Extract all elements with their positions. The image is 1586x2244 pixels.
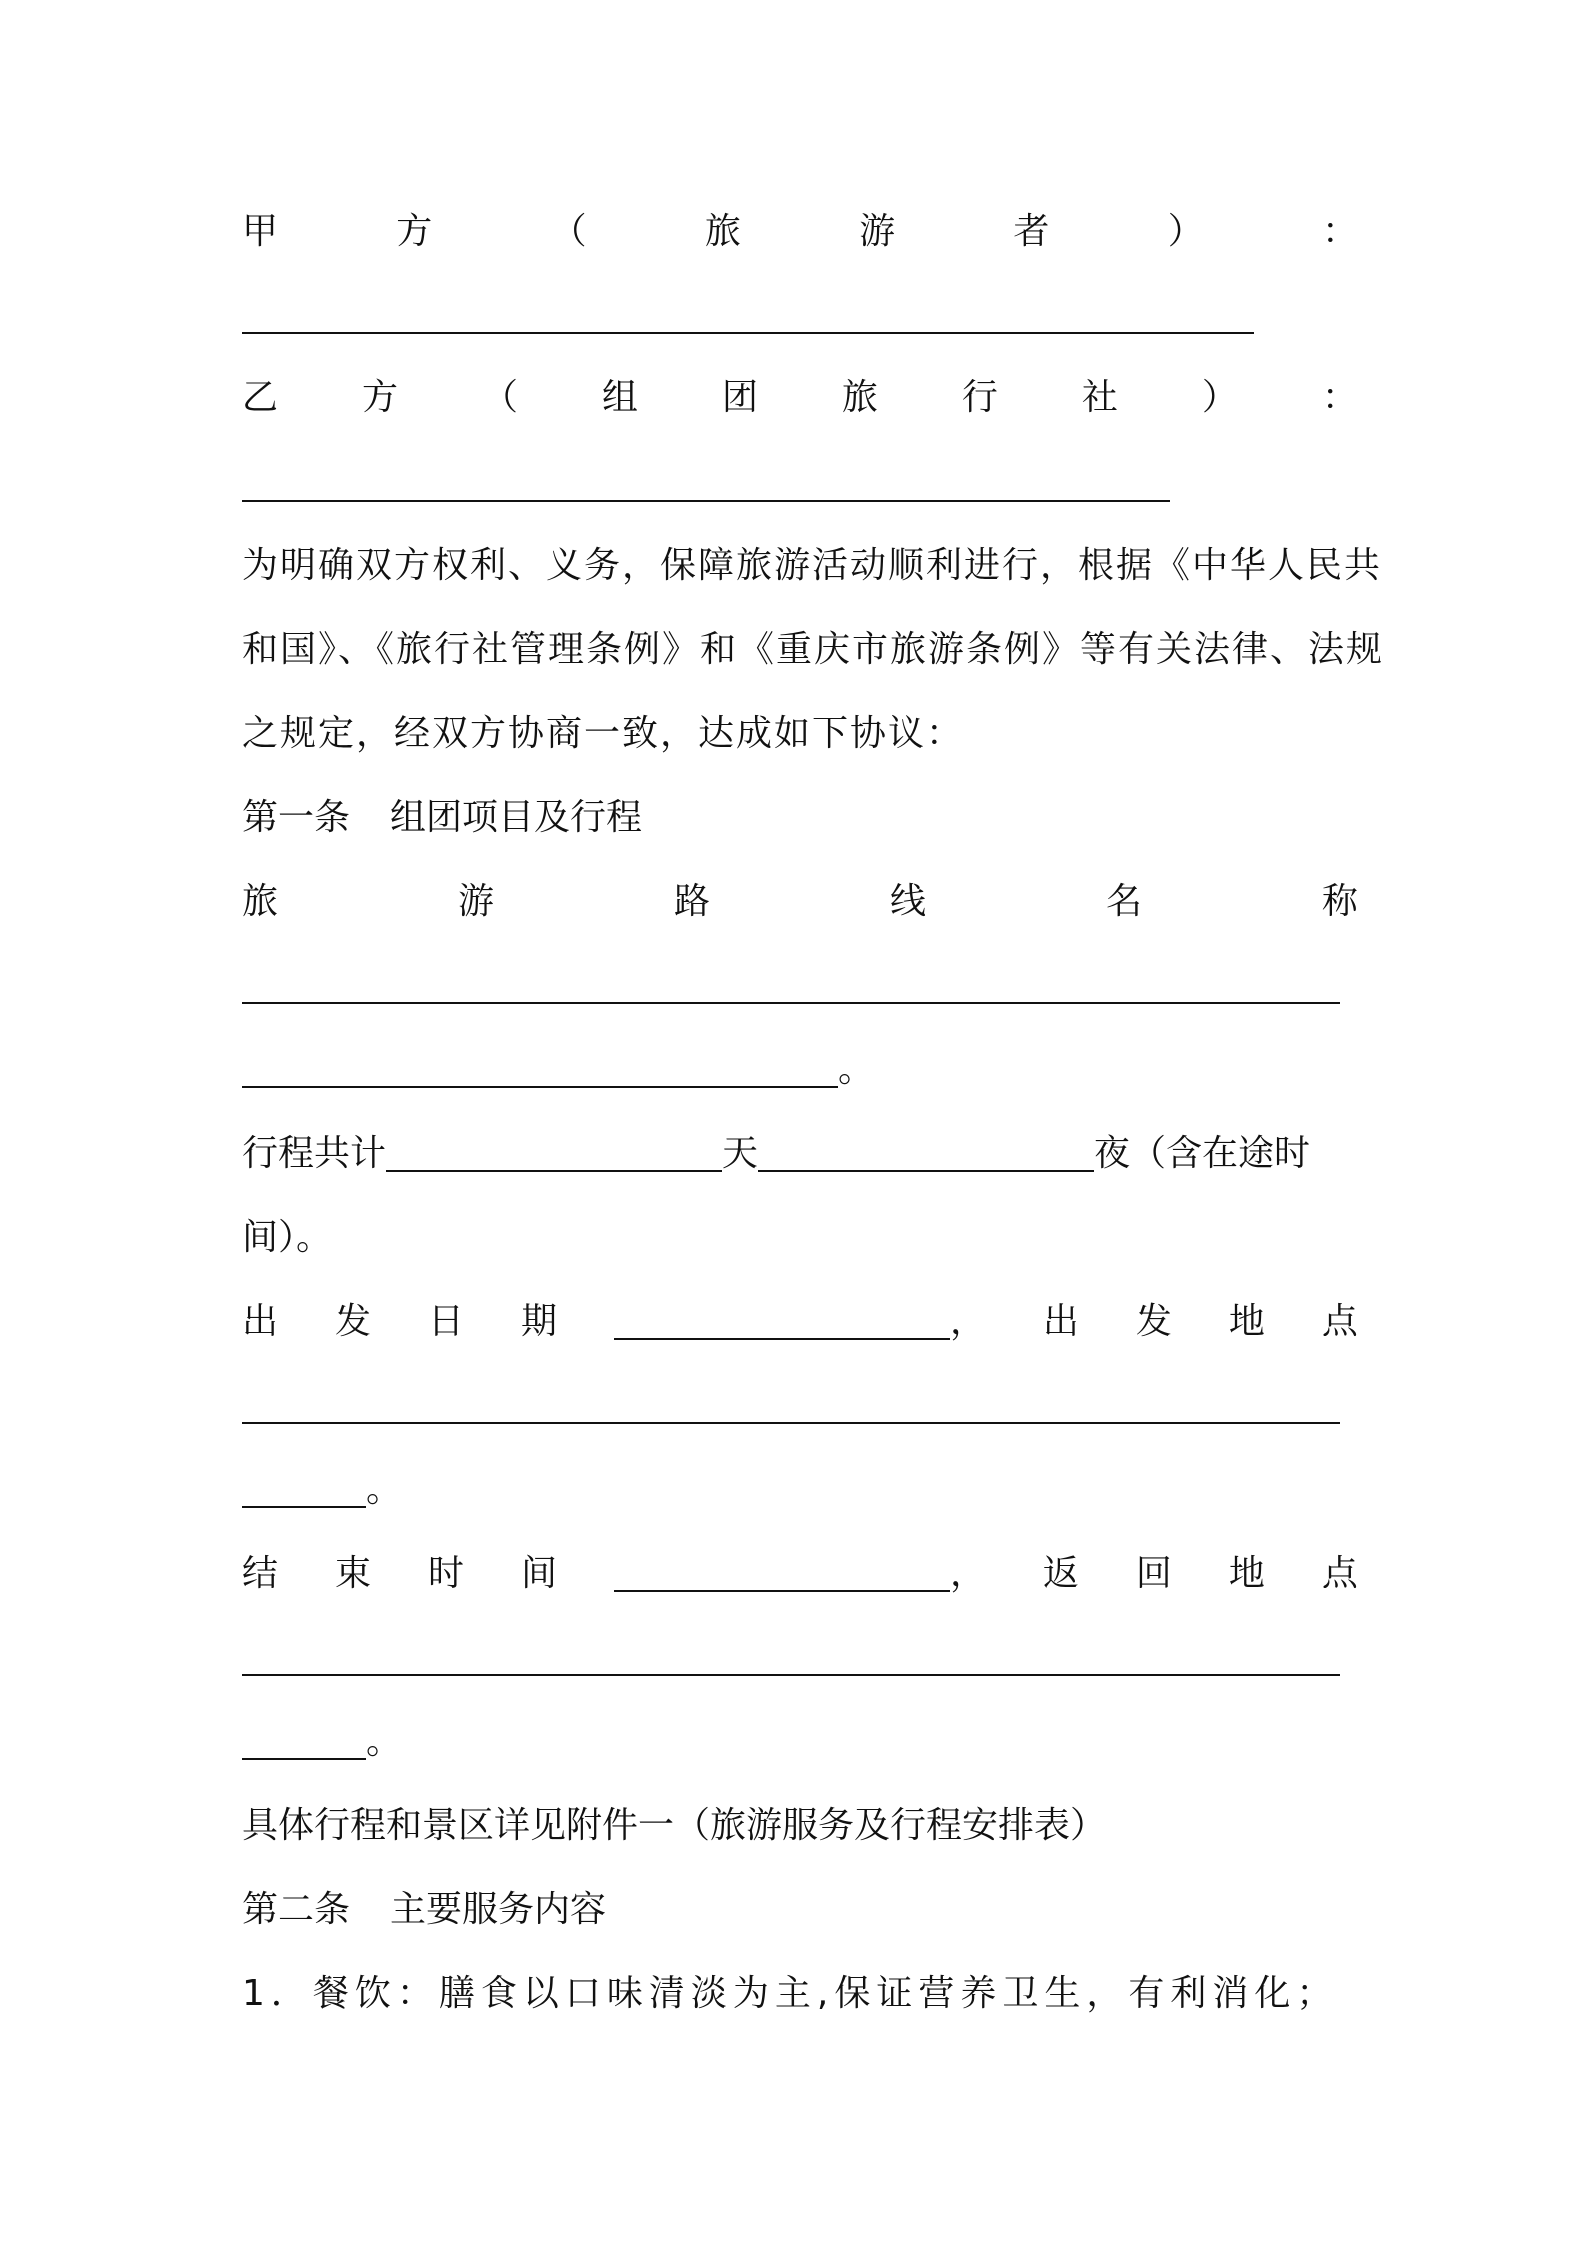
departure-line bbox=[242, 1280, 1358, 1364]
return-place-char: 返 bbox=[1042, 1553, 1079, 1594]
itinerary-note: 具体行程和景区详见附件一（旅游服务及行程安排表） bbox=[242, 1805, 1107, 1846]
party-b-char: 社 bbox=[1081, 377, 1118, 418]
preamble-line-2: 和国》、《旅行社管理条例》和《重庆市旅游条例》等有关法律、法规 bbox=[242, 629, 1385, 670]
party-a-char: 游 bbox=[859, 211, 896, 252]
duration-cont: 间）。 bbox=[242, 1217, 333, 1258]
preamble-line-3: 之规定，经双方协商一致，达成如下协议： bbox=[242, 713, 965, 754]
party-b-char: 组 bbox=[601, 377, 638, 418]
return-place-blank-1[interactable] bbox=[242, 1674, 1340, 1676]
duration-nights: 夜（含在途时 bbox=[1094, 1133, 1311, 1174]
departure-place-char: 发 bbox=[1135, 1301, 1172, 1342]
end-time-blank[interactable] bbox=[614, 1544, 950, 1592]
duration-line bbox=[242, 1112, 1358, 1196]
departure-char: 日 bbox=[427, 1301, 464, 1342]
party-b-char: 方 bbox=[361, 377, 398, 418]
party-b-char: ： bbox=[1321, 377, 1358, 418]
duration-prefix: 行程共计 bbox=[242, 1133, 387, 1174]
party-a-char: 方 bbox=[396, 211, 433, 252]
article-1-title: 组团项目及行程 bbox=[390, 797, 643, 838]
party-a-char: ： bbox=[1321, 211, 1358, 252]
preamble-line-1: 为明确双方权利、义务，保障旅游活动顺利进行，根据《中华人民共 bbox=[242, 545, 1383, 586]
service-item-1: 1．餐饮：膳食以口味清淡为主,保证营养卫生，有利消化； bbox=[242, 1973, 1339, 2014]
departure-char: 出 bbox=[242, 1301, 279, 1342]
party-a-label bbox=[242, 190, 1358, 274]
route-name-cont bbox=[242, 1028, 1358, 1112]
end-line bbox=[242, 1532, 1358, 1616]
route-period: 。 bbox=[838, 1049, 875, 1090]
route-char: 游 bbox=[457, 881, 494, 922]
route-name-blank-2[interactable] bbox=[242, 1040, 838, 1088]
duration-nights-blank[interactable] bbox=[758, 1124, 1094, 1172]
departure-char: 期 bbox=[520, 1301, 557, 1342]
end-char: 结 bbox=[242, 1553, 279, 1594]
end-comma: ， bbox=[949, 1553, 986, 1594]
party-a-char: （ bbox=[550, 211, 587, 252]
departure-place-blank-2[interactable] bbox=[242, 1460, 366, 1508]
party-a-blank[interactable] bbox=[242, 332, 1254, 334]
end-char: 间 bbox=[520, 1553, 557, 1594]
departure-place-char: 点 bbox=[1321, 1301, 1358, 1342]
party-b-char: 行 bbox=[961, 377, 998, 418]
departure-place-char: 地 bbox=[1228, 1301, 1265, 1342]
return-place-blank-2[interactable] bbox=[242, 1712, 366, 1760]
party-b-char: 乙 bbox=[242, 377, 279, 418]
article-2-title: 主要服务内容 bbox=[390, 1889, 607, 1930]
departure-char: 发 bbox=[334, 1301, 371, 1342]
departure-period: 。 bbox=[366, 1469, 403, 1510]
article-1-number: 第一条 bbox=[242, 797, 351, 838]
return-place-char: 地 bbox=[1228, 1553, 1265, 1594]
route-char: 线 bbox=[889, 881, 926, 922]
route-char: 称 bbox=[1321, 881, 1358, 922]
return-place-char: 点 bbox=[1321, 1553, 1358, 1594]
route-char: 旅 bbox=[242, 881, 279, 922]
departure-place-cont bbox=[242, 1448, 1358, 1532]
duration-days: 天 bbox=[722, 1133, 759, 1174]
return-place-cont bbox=[242, 1700, 1358, 1784]
route-char: 名 bbox=[1105, 881, 1142, 922]
departure-place-char: 出 bbox=[1042, 1301, 1079, 1342]
party-a-char: 旅 bbox=[704, 211, 741, 252]
party-b-char: 旅 bbox=[841, 377, 878, 418]
party-b-char: （ bbox=[481, 377, 518, 418]
duration-days-blank[interactable] bbox=[386, 1124, 722, 1172]
article-2-number: 第二条 bbox=[242, 1889, 351, 1930]
departure-comma: ， bbox=[949, 1301, 986, 1342]
party-a-char: 者 bbox=[1013, 211, 1050, 252]
party-b-char: 团 bbox=[721, 377, 758, 418]
departure-date-blank[interactable] bbox=[614, 1292, 950, 1340]
return-place-char: 回 bbox=[1135, 1553, 1172, 1594]
route-char: 路 bbox=[673, 881, 710, 922]
article-2-heading bbox=[242, 1868, 1358, 1952]
end-char: 时 bbox=[427, 1553, 464, 1594]
end-char: 束 bbox=[334, 1553, 371, 1594]
party-b-label bbox=[242, 356, 1358, 440]
article-1-heading bbox=[242, 776, 1358, 860]
route-name-blank-1[interactable] bbox=[242, 1002, 1340, 1004]
party-b-char: ） bbox=[1201, 377, 1238, 418]
party-a-char: ） bbox=[1167, 211, 1204, 252]
route-name-label bbox=[242, 860, 1358, 944]
party-a-char: 甲 bbox=[242, 211, 279, 252]
return-period: 。 bbox=[366, 1721, 403, 1762]
party-b-blank[interactable] bbox=[242, 500, 1170, 502]
departure-place-blank-1[interactable] bbox=[242, 1422, 1340, 1424]
